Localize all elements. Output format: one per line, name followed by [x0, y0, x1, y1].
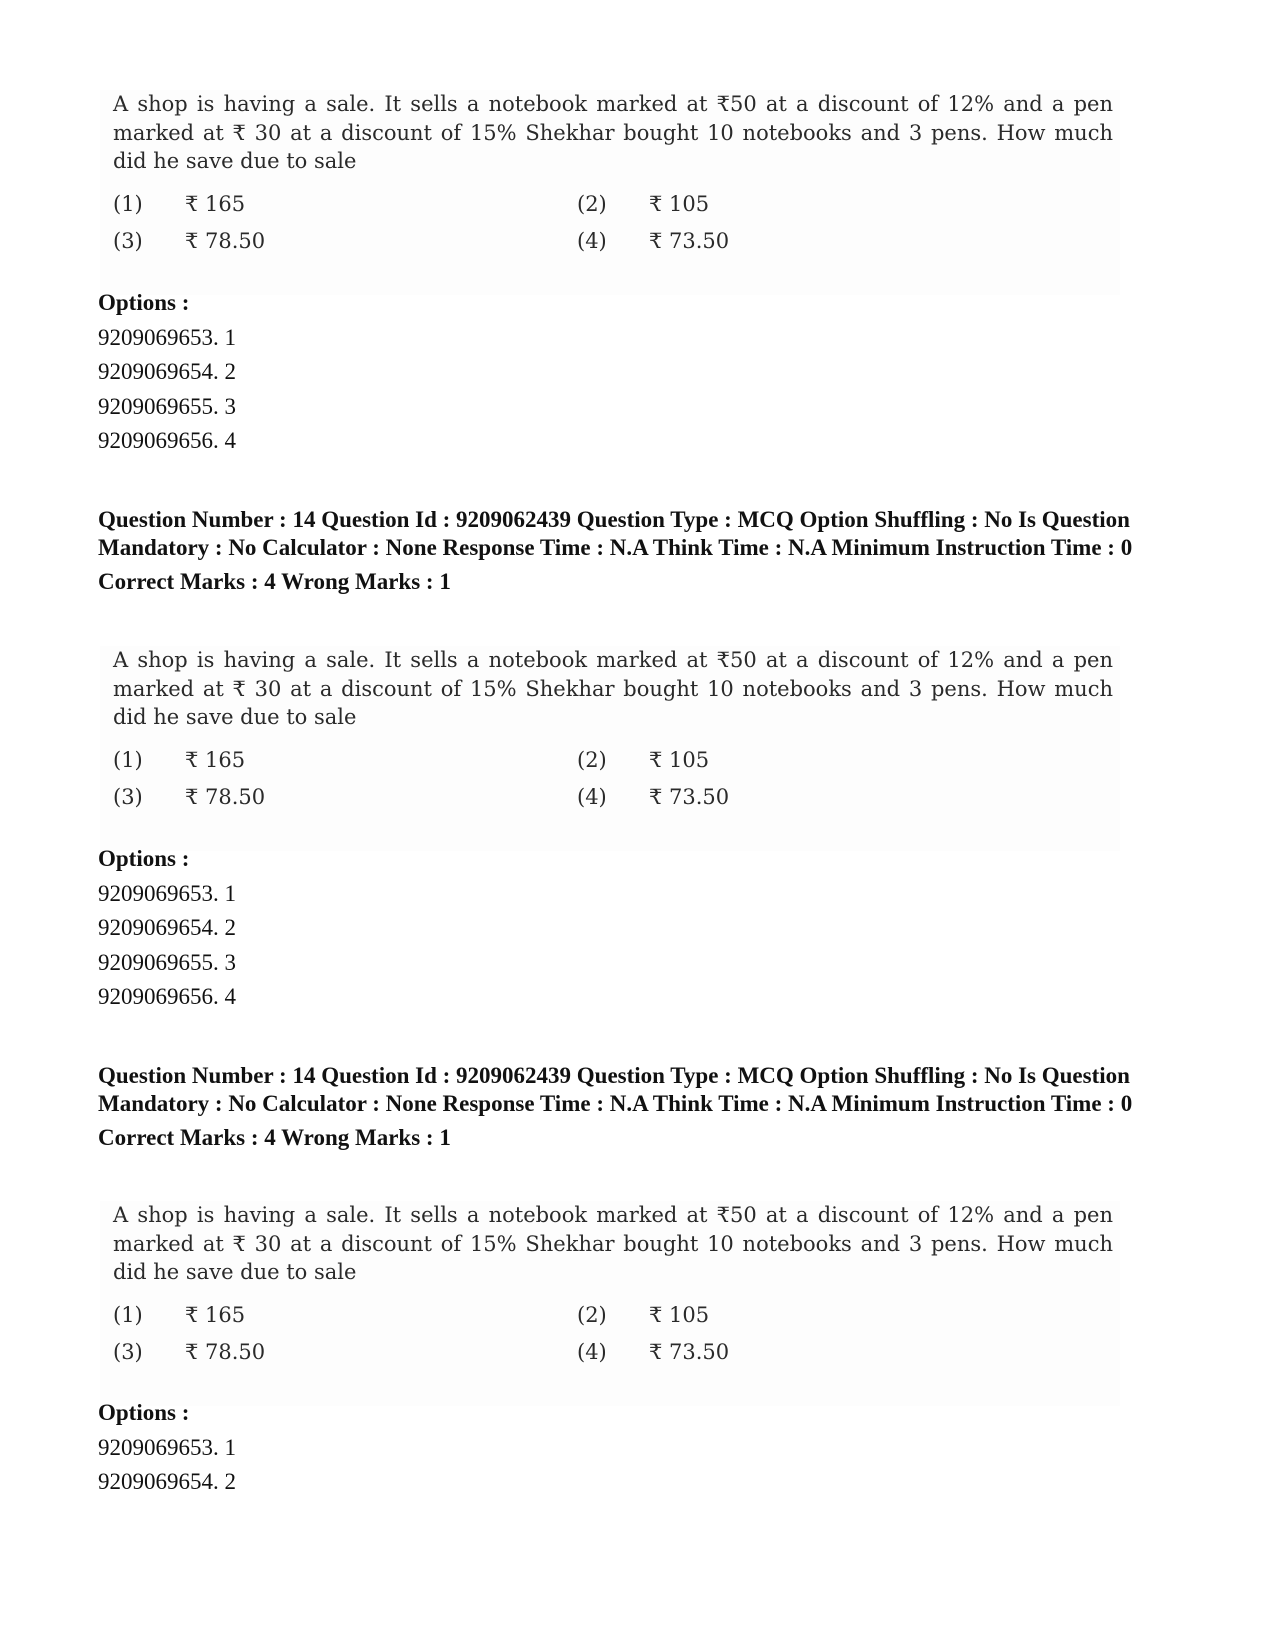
question-meta: Question Number : 14 Question Id : 9209062439 Question Type : MCQ Option Shuffling : No Is Question Mandatory : No Calculator : None Response Time : N.A Think Time : N.A Minimum Instruction Time : 0	[98, 1063, 1133, 1116]
choice-value: ₹ 105	[649, 748, 710, 772]
question-meta-block-1	[98, 506, 1138, 596]
option-item: 9209069655. 3	[98, 393, 236, 419]
question-image-2	[100, 646, 1120, 851]
option-item: 9209069653. 1	[98, 1434, 236, 1460]
choice-number: (1)	[113, 748, 143, 772]
marks-line: Correct Marks : 4 Wrong Marks : 1	[98, 1125, 451, 1150]
option-item: 9209069653. 1	[98, 880, 236, 906]
option-item: 9209069654. 2	[98, 1469, 236, 1494]
choice-value: ₹ 165	[185, 192, 246, 216]
option-item: 9209069654. 2	[98, 915, 236, 940]
options-title: Options :	[98, 290, 190, 315]
choice-value: ₹ 105	[649, 192, 710, 216]
choice-value: ₹ 105	[649, 1303, 710, 1327]
choice-value: ₹ 73.50	[649, 229, 730, 253]
option-item: 9209069654. 2	[98, 359, 236, 384]
choice-number: (1)	[113, 1303, 143, 1327]
choice-number: (4)	[577, 785, 607, 809]
choice-number: (4)	[577, 229, 607, 253]
question-meta: Question Number : 14 Question Id : 9209062439 Question Type : MCQ Option Shuffling : No Is Question Mandatory : No Calculator : None Response Time : N.A Think Time : N.A Minimum Instruction Time : 0	[98, 507, 1133, 560]
choice-number: (2)	[577, 192, 607, 216]
choice-number: (2)	[577, 748, 607, 772]
choice-number: (1)	[113, 192, 143, 216]
marks-line: Correct Marks : 4 Wrong Marks : 1	[98, 569, 451, 594]
question-image-3	[100, 1201, 1120, 1406]
options-block-3	[98, 1396, 236, 1500]
question-text: A shop is having a sale. It sells a notebook marked at ₹50 at a discount of 12% and a pen marked at ₹ 30 at a discount of 15% Shekhar bought 10 notebooks and 3 pens. How much did he save due to sale	[113, 92, 1113, 173]
option-item: 9209069656. 4	[98, 428, 236, 453]
choice-number: (3)	[113, 785, 143, 809]
choice-value: ₹ 73.50	[649, 785, 730, 809]
choice-number: (3)	[113, 1340, 143, 1364]
option-item: 9209069655. 3	[98, 949, 236, 975]
choice-number: (2)	[577, 1303, 607, 1327]
choice-value: ₹ 78.50	[185, 1340, 266, 1364]
question-text: A shop is having a sale. It sells a notebook marked at ₹50 at a discount of 12% and a pen marked at ₹ 30 at a discount of 15% Shekhar bought 10 notebooks and 3 pens. How much did he save due to sale	[113, 1203, 1113, 1284]
choice-value: ₹ 73.50	[649, 1340, 730, 1364]
choice-value: ₹ 78.50	[185, 785, 266, 809]
question-text: A shop is having a sale. It sells a notebook marked at ₹50 at a discount of 12% and a pen marked at ₹ 30 at a discount of 15% Shekhar bought 10 notebooks and 3 pens. How much did he save due to sale	[113, 648, 1113, 729]
question-image-1	[100, 90, 1120, 295]
choice-number: (4)	[577, 1340, 607, 1364]
option-item: 9209069656. 4	[98, 984, 236, 1009]
choice-number: (3)	[113, 229, 143, 253]
question-meta-block-2	[98, 1062, 1138, 1152]
options-title: Options :	[98, 846, 190, 871]
options-block-2	[98, 842, 236, 1015]
options-block-1	[98, 286, 236, 459]
choice-value: ₹ 165	[185, 1303, 246, 1327]
option-item: 9209069653. 1	[98, 324, 236, 350]
choice-value: ₹ 78.50	[185, 229, 266, 253]
options-title: Options :	[98, 1400, 190, 1425]
choice-value: ₹ 165	[185, 748, 246, 772]
